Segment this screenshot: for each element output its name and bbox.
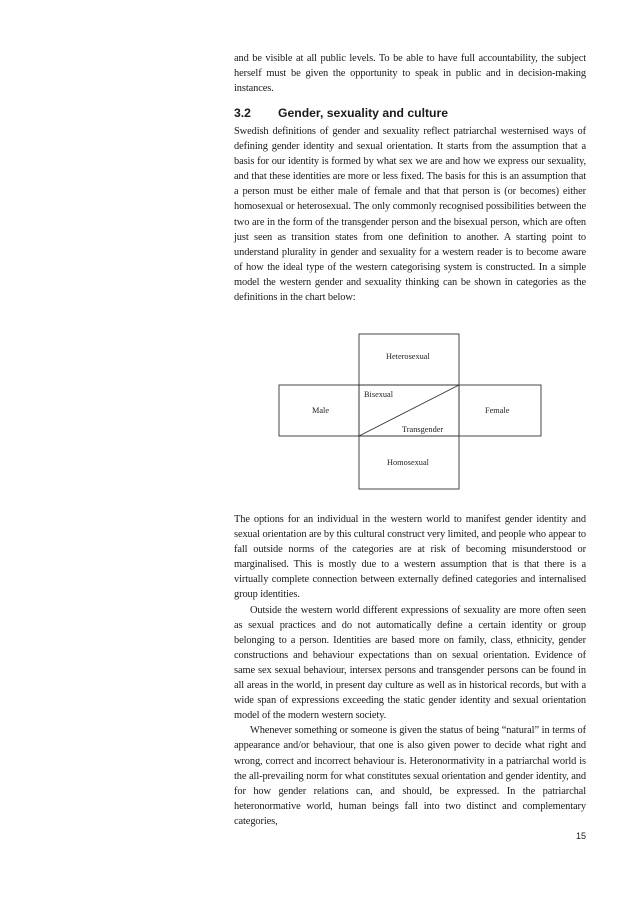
label-bisexual: Bisexual bbox=[364, 390, 394, 399]
paragraph-2: The options for an individual in the western world to manifest gender identity and sexual orientation are by this cultural construct very limited, and people who appear to fall outside norms of the categories are at risk of becoming misunderstood or marginalised. This is mostly due to a western assumption that is that there is a virtually complete connection between externally defined categories and internalised group identities. bbox=[234, 514, 586, 601]
paragraph-1: Swedish definitions of gender and sexuality reflect patriarchal westernised ways of defining gender identity and sexual orientation. It starts from the assumption that a basis for our identity is formed by what sex we are and how we express our sexuality, and that these identities are more or less fixed. The basis for this is an assumption that a person must be either male of female and that that person is (or becomes) either homosexual or heterosexual. The only commonly recognised possibilities between the two are in the form of the transgender person and the bisexual person, which are often just seen as transition states from one definition to another. A starting point to understand plurality in gender and sexuality for a western reader is to become aware of how the ideal type of the western categorising system is constructed. In a simple model the western gender and sexuality thinking can be shown in categories as the definitions in the chart below: bbox=[234, 126, 586, 304]
body-block-2 bbox=[234, 512, 586, 829]
gender-sexuality-diagram bbox=[278, 333, 542, 490]
section-number: 3.2 bbox=[234, 106, 251, 120]
paragraph-3: Outside the western world different expressions of sexuality are more often seen as sexual practices and do not automatically define a certain identity or group belonging to a person. Identities are based more on family, class, ethnicity, gender constructions and behaviour expectations than on sexual orientation. Evidence of same sex sexual behaviour, intersex persons and transgender persons can be found in all areas in the world, in present day culture as well as in historical records, but with a wide span of expressions exceeding the static gender identity and sexual orientation model of the modern western society. bbox=[234, 604, 586, 722]
section-heading bbox=[234, 106, 448, 120]
label-homosexual: Homosexual bbox=[387, 458, 429, 467]
label-female: Female bbox=[485, 406, 510, 415]
label-transgender: Transgender bbox=[402, 425, 444, 434]
intro-paragraph: and be visible at all public levels. To be able to have full accountability, the subject herself must be given the opportunity to speak in public and in decision-making instances. bbox=[234, 53, 586, 95]
body-block-1 bbox=[234, 124, 586, 305]
label-heterosexual: Heterosexual bbox=[386, 352, 430, 361]
label-male: Male bbox=[312, 406, 330, 415]
intro-block bbox=[234, 51, 586, 96]
page-number: 15 bbox=[575, 831, 586, 841]
paragraph-4: Whenever something or someone is given the status of being “natural” in terms of appearance and/or behaviour, that one is also given power to decide what right and wrong, correct and incorrect behaviour is. Heteronormativity in a patriarchal world is the all-prevailing norm for what constitutes sexual orientation and gender identity, and for how gender relations can, and should, be expressed. In the patriarchal heteronormative world, human beings fall into two distinct and complementary categories, bbox=[234, 725, 586, 827]
section-title: Gender, sexuality and culture bbox=[278, 106, 449, 120]
